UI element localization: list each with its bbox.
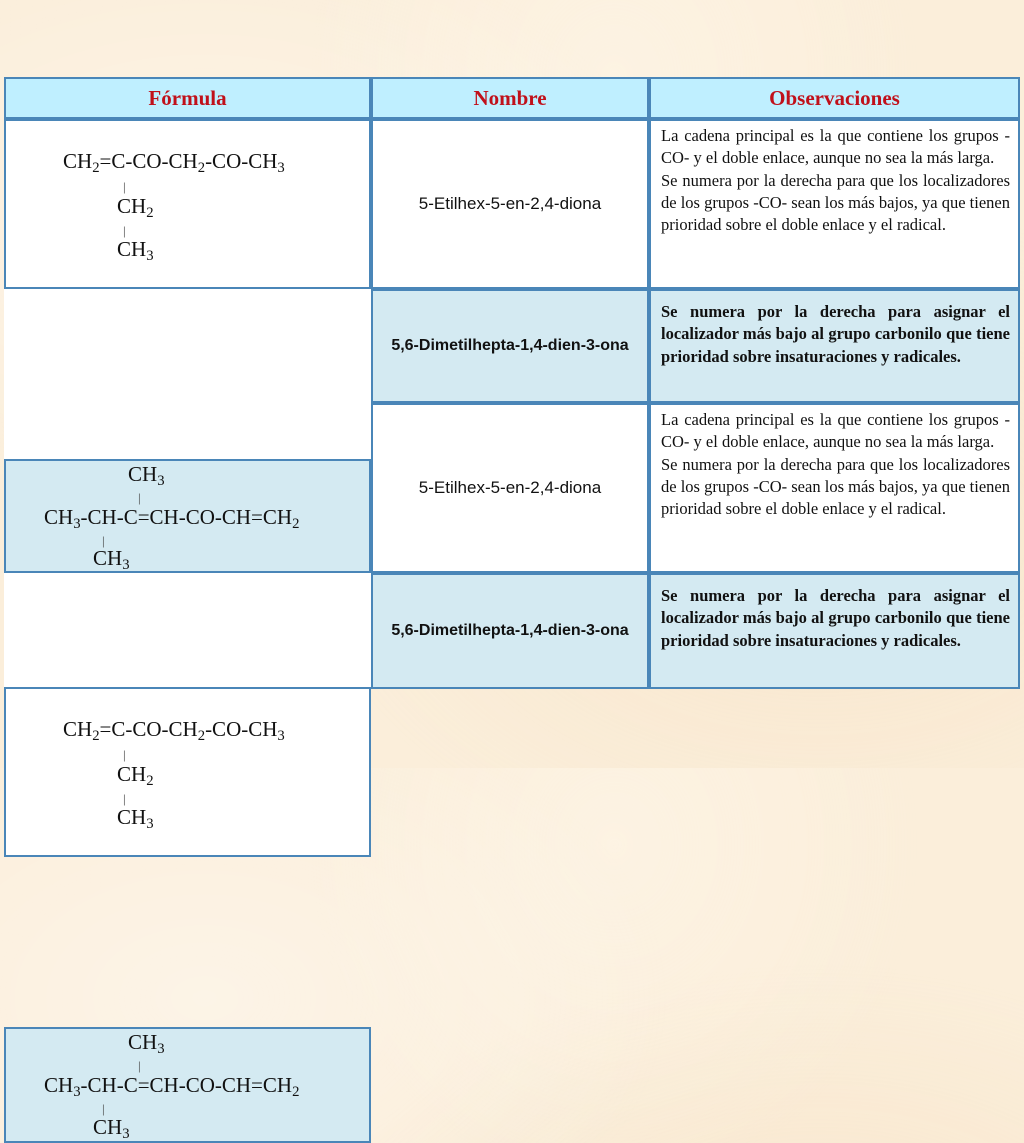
formula-branch-ch2: $CH_2$: [117, 762, 154, 790]
table-row-4-observaciones: [649, 573, 1020, 689]
single-bond-icon: |: [123, 791, 126, 806]
single-bond-icon: |: [138, 1058, 141, 1073]
single-bond-icon: |: [102, 1101, 105, 1116]
formula-bottom-ch3: $CH_3$: [93, 546, 130, 574]
header-nombre-label: Nombre: [473, 85, 547, 110]
formula-branch-ch3: $CH_3$: [117, 237, 154, 265]
compound-name: 5-Etilhex-5-en-2,4-diona: [418, 194, 602, 213]
table-row-2-nombre: [371, 289, 649, 403]
observation-paragraph-2: Se numera por la derecha para que los localizadores de los grupos -CO- sean los más bajos, ya que tienen prioridad sobre el doble enlace y el radical.: [661, 170, 1010, 235]
table-row-3-nombre: [371, 403, 649, 573]
compound-name: 5,6-Dimetilhepta-1,4-dien-3-ona: [391, 622, 629, 639]
header-observaciones: [649, 77, 1020, 119]
observation-paragraph-1: La cadena principal es la que contiene los grupos -CO- y el doble enlace, aunque no sea la más larga.: [661, 126, 1010, 168]
observation-paragraph-1: Se numera por la derecha para asignar el localizador más bajo al grupo carbonilo que tiene prioridad sobre insaturaciones y radicales.: [661, 302, 1010, 366]
observation-paragraph-1: Se numera por la derecha para asignar el localizador más bajo al grupo carbonilo que tiene prioridad sobre insaturaciones y radicales.: [661, 586, 1010, 650]
table-row-4-nombre: [371, 573, 649, 689]
table-row-3-formula: [4, 687, 371, 857]
header-formula-label: Fórmula: [148, 85, 227, 110]
formula-main-chain: $CH_3-CH-C=CH-CO-CH=CH_2$: [44, 1073, 300, 1101]
observation-paragraph-2: Se numera por la derecha para que los localizadores de los grupos -CO- sean los más bajos, ya que tienen prioridad sobre el doble enlace y el radical.: [661, 454, 1010, 519]
observation-paragraph-1: La cadena principal es la que contiene los grupos -CO- y el doble enlace, aunque no sea la más larga.: [661, 410, 1010, 452]
formula-top-ch3: $CH_3$: [128, 462, 165, 490]
formula-main-chain: $CH_2=C-CO-CH_2-CO-CH_3$: [63, 149, 285, 177]
formula-branch-ch2: $CH_2$: [117, 194, 154, 222]
nomenclature-table: [4, 77, 1020, 1143]
formula-main-chain: $CH_3-CH-C=CH-CO-CH=CH_2$: [44, 505, 300, 533]
single-bond-icon: |: [102, 533, 105, 548]
formula-branch-ch3: $CH_3$: [117, 805, 154, 833]
table-row-2-observaciones: [649, 289, 1020, 403]
compound-name: 5,6-Dimetilhepta-1,4-dien-3-ona: [391, 337, 629, 354]
header-nombre: [371, 77, 649, 119]
header-observaciones-label: Observaciones: [769, 85, 900, 110]
formula-main-chain: $CH_2=C-CO-CH_2-CO-CH_3$: [63, 717, 285, 745]
table-row-1-nombre: [371, 119, 649, 289]
table-row-1-formula: [4, 119, 371, 289]
table-row-4-formula: [4, 1027, 371, 1143]
table-row-2-formula: [4, 459, 371, 573]
formula-top-ch3: $CH_3$: [128, 1030, 165, 1058]
single-bond-icon: |: [138, 490, 141, 505]
single-bond-icon: |: [123, 223, 126, 238]
table-row-1-observaciones: [649, 119, 1020, 289]
table-row-3-observaciones: [649, 403, 1020, 573]
header-formula: [4, 77, 371, 119]
single-bond-icon: |: [123, 179, 126, 194]
formula-bottom-ch3: $CH_3$: [93, 1115, 130, 1143]
compound-name: 5-Etilhex-5-en-2,4-diona: [418, 478, 602, 497]
single-bond-icon: |: [123, 747, 126, 762]
